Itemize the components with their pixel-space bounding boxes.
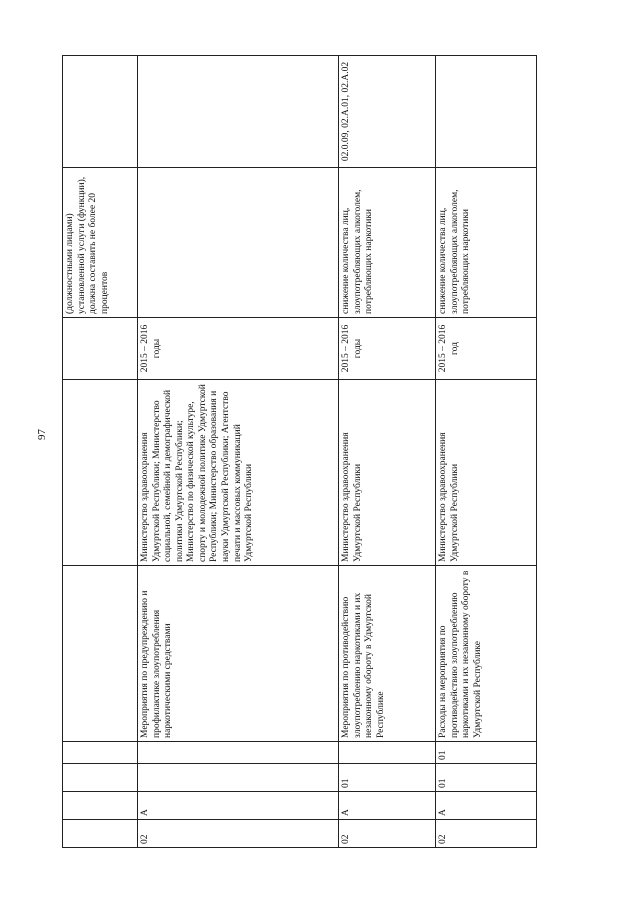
cell-om: 01 [339, 764, 436, 792]
cell-pp: А [138, 792, 339, 820]
cell-executor [63, 380, 138, 566]
cell-name [63, 566, 138, 742]
cell-term: 2015 – 2016 годы [339, 318, 436, 380]
cell-executor: Министерство здравоохранения Удмуртской Республики [339, 380, 436, 566]
cell-m: 01 [436, 742, 537, 764]
table-row [436, 56, 537, 848]
table-row [138, 56, 339, 848]
cell-term: 2015 – 2016 год [436, 318, 537, 380]
cell-name: Расходы на мероприятия по противодействию злоупотреблению наркотиками и их незаконному обороту в Удмуртской Республике [436, 566, 537, 742]
cell-link [63, 56, 138, 168]
cell-result [138, 168, 339, 318]
cell-name: Мероприятия по предупреждению и профилактике злоупотребления наркотическими средствами [138, 566, 339, 742]
cell-result: (должностными лицами) установленной услуги (функции), должна составить не более 20 процентов [63, 168, 138, 318]
cell-link [436, 56, 537, 168]
cell-gp: 02 [138, 820, 339, 848]
cell-gp [63, 820, 138, 848]
cell-result: снижение количества лиц, злоупотребляющих алкоголем, потребляющих наркотики [339, 168, 436, 318]
cell-pp [63, 792, 138, 820]
cell-result: снижение количества лиц, злоупотребляющих алкоголем, потребляющих наркотики [436, 168, 537, 318]
cell-om: 01 [436, 764, 537, 792]
cell-pp: А [436, 792, 537, 820]
page-number: 97 [36, 429, 48, 440]
cell-om [138, 764, 339, 792]
table-row [339, 56, 436, 848]
cell-link: 02.0.09, 02.А.01, 02.А.02 [339, 56, 436, 168]
cell-term [63, 318, 138, 380]
cell-name: Мероприятия по противодействию злоупотреблению наркотиками и их незаконному обороту в Удмуртской Республике [339, 566, 436, 742]
rotated-table-container [62, 56, 554, 848]
cell-link [138, 56, 339, 168]
cell-m [339, 742, 436, 764]
program-table [62, 55, 537, 848]
cell-om [63, 764, 138, 792]
cell-gp: 02 [436, 820, 537, 848]
cell-m [63, 742, 138, 764]
table-row [63, 56, 138, 848]
cell-gp: 02 [339, 820, 436, 848]
cell-term: 2015 – 2016 годы [138, 318, 339, 380]
cell-m [138, 742, 339, 764]
cell-pp: А [339, 792, 436, 820]
cell-executor: Министерство здравоохранения Удмуртской Республики [436, 380, 537, 566]
cell-executor: Министерство здравоохранения Удмуртской Республики; Министерство социальной, семейной и демографической политики Удмуртской Республики; Министерство по физической культуре, спорту и молодежной политике Удмуртской Республики; Министерство образования и науки Удмуртской Республики; Агентство печати и массовых коммуникаций Удмуртской Республики [138, 380, 339, 566]
